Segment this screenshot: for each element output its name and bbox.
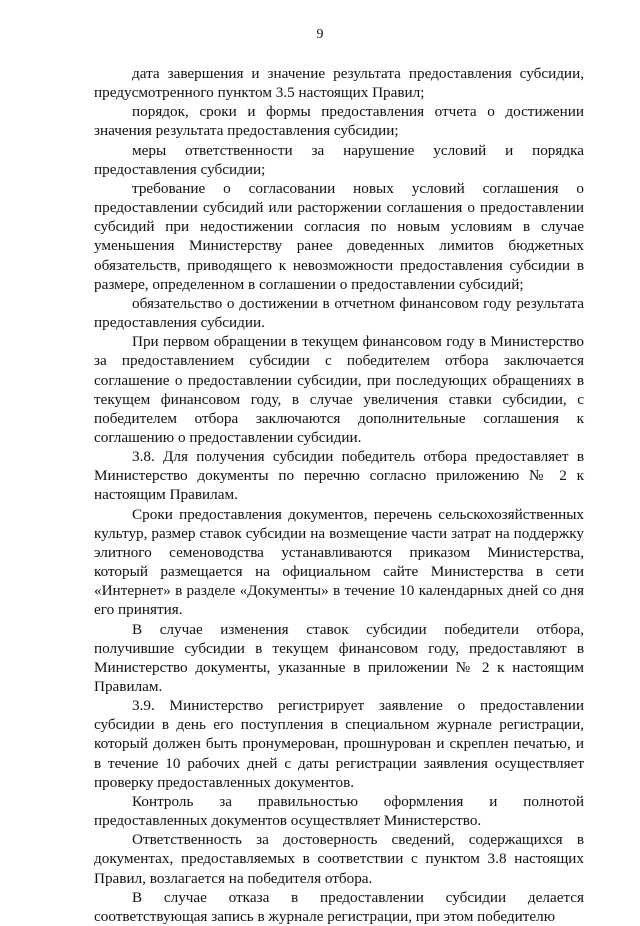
paragraph: обязательство о достижении в отчетном финансовом году результата предоставления субсидии. bbox=[94, 294, 584, 332]
paragraph: 3.9. Министерство регистрирует заявление о предоставлении субсидии в день его поступления в специальном журнале регистрации, который должен быть пронумерован, прошнурован и скреплен печатью, и в течение 10 рабочих дней с даты регистрации заявления осуществляет проверку предоставленных документов. bbox=[94, 697, 584, 791]
page-number: 9 bbox=[316, 27, 324, 42]
paragraph: 3.8. Для получения субсидии победитель отбора предоставляет в Министерство документы по перечню согласно приложению № 2 к настоящим Правилам. bbox=[94, 448, 584, 504]
paragraph: порядок, сроки и формы предоставления отчета о достижении значения результата предоставления субсидии; bbox=[94, 103, 584, 140]
paragraph: дата завершения и значение результата предоставления субсидии, предусмотренного пунктом 3.5 настоящих Правил; bbox=[94, 65, 584, 102]
paragraph: Сроки предоставления документов, перечень сельскохозяйственных культур, размер ставок субсидии на возмещение части затрат на поддержку элитного семеноводства устанавливаются приказом Министерства, который размещается на официальном сайте Министерства в сети «Интернет» в разделе «Документы» в течение 10 календарных дней со дня его принятия. bbox=[94, 505, 584, 619]
paragraph: меры ответственности за нарушение условий и порядка предоставления субсидии; bbox=[94, 141, 584, 178]
paragraph: При первом обращении в текущем финансовом году в Министерство за предоставлением субсидии с победителем отбора заключается соглашение о предоставлении субсидии, при последующих обращениях в текущем финансовом году, в случае увеличения ставки субсидии, с победителем отбора заключаются дополнительные соглашения к соглашению о предоставлении субсидии. bbox=[94, 333, 584, 446]
paragraph: Ответственность за достоверность сведений, содержащихся в документах, предоставляемых в соответствии с пунктом 3.8 настоящих Правил, возлагается на победителя отбора. bbox=[94, 831, 584, 887]
paragraph: требование о согласовании новых условий соглашения о предоставлении субсидий или расторжении соглашения о предоставлении субсидий при недостижении согласия по новым условиям в случае уменьшения Министерству ранее доведенных лимитов бюджетных обязательств, приводящего к невозможности предоставления субсидии в размере, определенном в соглашении о предоставлении субсидий; bbox=[94, 179, 584, 293]
paragraph: В случае отказа в предоставлении субсидии делается соответствующая запись в журнале регистрации, при этом победителю bbox=[94, 888, 584, 925]
paragraph: В случае изменения ставок субсидии победители отбора, получившие субсидии в текущем финансовом году, предоставляют в Министерство документы, указанные в приложении № 2 к настоящим Правилам. bbox=[94, 620, 584, 695]
paragraph: Контроль за правильностью оформления и полнотой предоставленных документов осуществляет Министерство. bbox=[94, 792, 584, 830]
document-body bbox=[94, 64, 584, 926]
